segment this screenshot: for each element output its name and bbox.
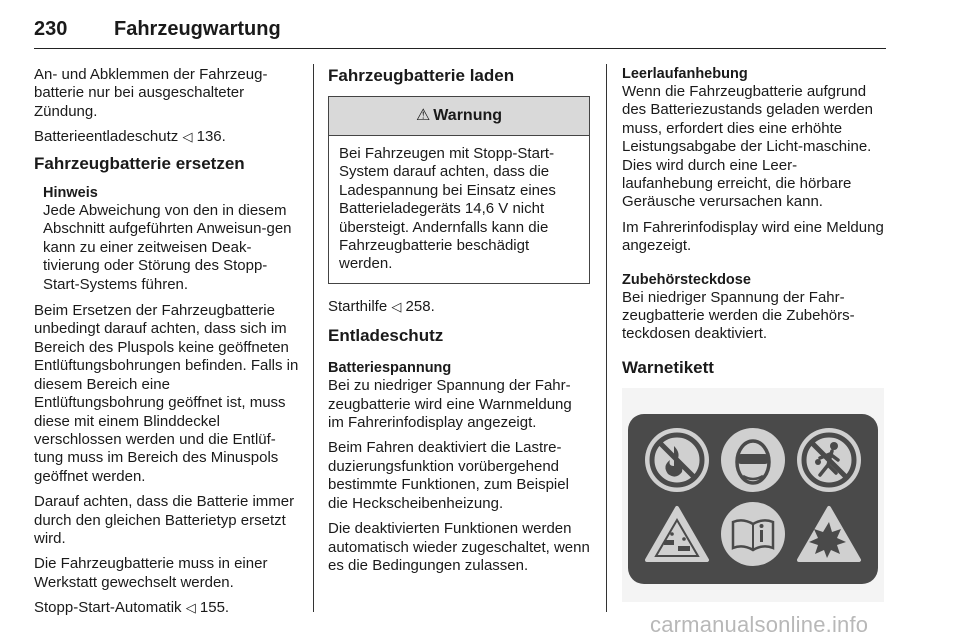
warning-label-graphic (622, 388, 884, 602)
paragraph-type: Darauf achten, dass die Batterie immer durch den gleichen Batterietyp ersetzt wird. (34, 493, 295, 547)
subheading-leerlaufanhebung: Leerlaufanhebung (622, 66, 748, 82)
warning-header (329, 97, 589, 136)
ref-page-link[interactable]: 136. (192, 128, 226, 146)
note-block (34, 184, 300, 294)
no-fire-icon (645, 428, 709, 492)
ref-arrow-icon: ◁ (182, 129, 193, 145)
paragraph-workshop: Die Fahrzeugbatterie muss in einer Werkstatt gewechselt werden. (34, 555, 268, 591)
chapter-title: Fahrzeugwartung (114, 18, 281, 40)
subheading-batteriespannung: Batteriespannung (328, 360, 452, 377)
ref-arrow-icon: ◁ (185, 600, 196, 616)
heading-laden: Fahrzeugbatterie laden (328, 66, 515, 85)
column-left (34, 66, 300, 625)
paragraph-display: Im Fahrerinfodisplay wird eine Meldung angezeigt. (622, 218, 884, 255)
ref-arrow-icon: ◁ (391, 298, 402, 314)
subheading-zubehoersteckdose: Zubehörsteckdose (622, 271, 751, 288)
warning-label-image (622, 388, 884, 602)
read-manual-icon (721, 502, 785, 566)
ref-page-link[interactable]: 258. (401, 297, 435, 315)
paragraph-spannung: Bei zu niedriger Spannung der Fahr-zeugbatterie wird eine Warnmeldung im Fahrerinfodisplay angezeigt. (328, 377, 572, 432)
paragraph-leerlauf: Wenn die Fahrzeugbatterie aufgrund des Batteriezustands geladen werden muss, erfordert dies eine erhöhte Leistungsabgabe der Licht-maschine. Dies wird durch eine Leer-laufanhebung erreicht, die hörbare Geräusche verursachen kann. (622, 83, 874, 211)
note-text: Jede Abweichung von den in diesem Abschnitt aufgeführten Anweisun-gen kann zu einer zeitweisen Deak-tivierung oder Störung des Stopp-Start-Systems führen. (43, 202, 292, 293)
column-right (622, 66, 886, 602)
warning-triangle-icon: ⚠ (415, 106, 431, 124)
warning-title: Warnung (433, 106, 503, 124)
paragraph-stopstart-ref (34, 599, 300, 617)
heading-ersetzen: Fahrzeugbatterie ersetzen (34, 153, 245, 173)
site-watermark: carmanualsonline.info (650, 612, 869, 637)
paragraph-lastreduzierung: Beim Fahren deaktiviert die Lastre-duzierungsfunktion vorübergehend bestimmte Funktionen, zum Beispiel die Heckscheibenheizung. (328, 439, 569, 512)
page-header (34, 14, 886, 49)
paragraph-starthilfe-ref (328, 298, 590, 316)
keep-children-away-icon (797, 428, 861, 492)
heading-warnetikett: Warnetikett (622, 357, 714, 377)
heading-entladeschutz: Entladeschutz (328, 326, 444, 346)
ref-text: Batterieentladeschutz (34, 128, 183, 146)
paragraph-deaktiviert: Die deaktivierten Funktionen werden automatisch wieder zugeschaltet, wenn es die Bedingungen zulassen. (328, 520, 590, 574)
ref-page-link[interactable]: 155. (195, 599, 230, 617)
column-divider (606, 64, 607, 612)
warning-box (328, 96, 590, 284)
column-middle (328, 66, 590, 582)
page-number: 230 (34, 18, 68, 40)
warning-text: Bei Fahrzeugen mit Stopp-Start-System darauf achten, dass die Ladespannung bei Einsatz eines Batterieladegeräts 14,6 V nicht übersteigt. Andernfalls kann die Fahrzeugbatterie beschädigt werden. (339, 145, 556, 273)
ref-text: Starthilfe (328, 297, 392, 315)
paragraph-vent: Beim Ersetzen der Fahrzeugbatterie unbedingt darauf achten, dass sich im Bereich des Pluspols keine geöffneten Entlüftungsbohrungen befinden. Falls in diesem Bereich eine Entlüftungsbohrung geöffnet ist, muss diese mit einem Blinddeckel verschlossen werden und die Entlüf-tung muss im Bereich des Minuspols geöffnet werden. (34, 302, 299, 485)
paragraph-zubehoer: Bei niedriger Spannung der Fahr-zeugbatterie werden die Zubehörs-teckdosen deaktiviert. (622, 288, 855, 343)
paragraph-entladeschutz-ref (34, 128, 300, 146)
eye-protection-icon (721, 428, 785, 492)
paragraph-clamp: An- und Abklemmen der Fahrzeug-batterie nur bei ausgeschalteter Zündung. (34, 66, 268, 120)
ref-text: Stopp-Start-Automatik (34, 599, 186, 617)
note-title: Hinweis (43, 184, 98, 201)
column-divider (313, 64, 314, 612)
